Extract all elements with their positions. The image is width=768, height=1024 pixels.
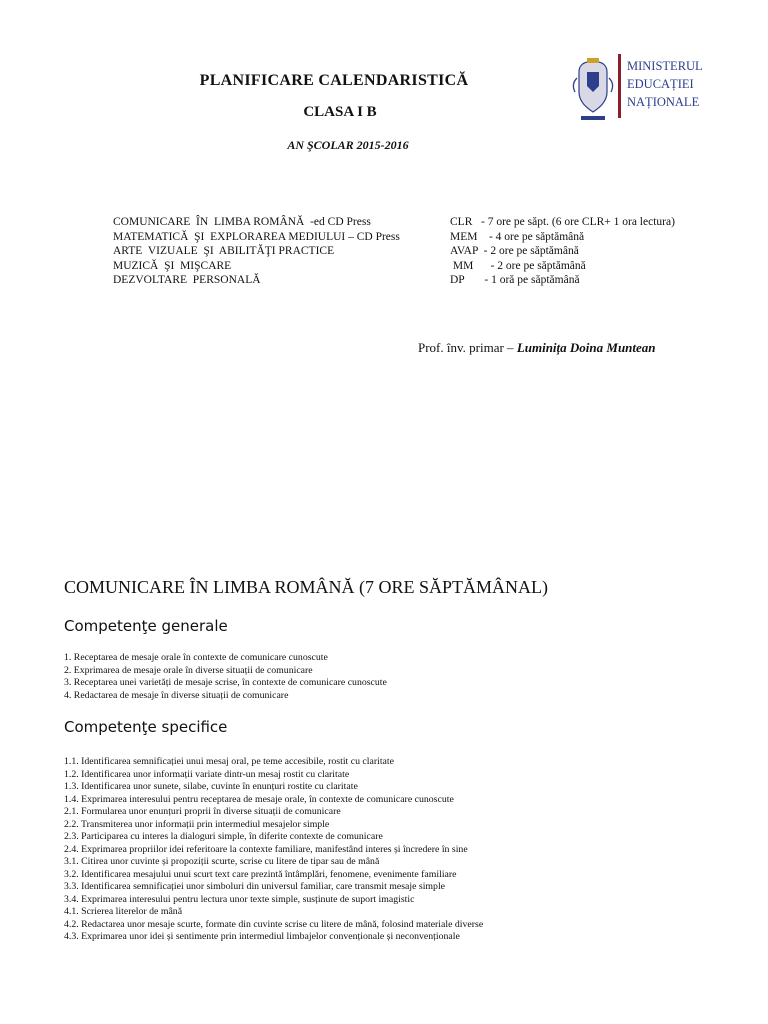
competence-item: 3. Receptarea unei varietăți de mesaje scrise, în contexte de comunicare cunoscute xyxy=(64,677,387,688)
subject-hours: MM - 2 ore pe săptămână xyxy=(450,259,586,272)
teacher-name: Luminița Doina Muntean xyxy=(516,340,656,355)
logo-line-2: EDUCAȚIEI xyxy=(627,77,694,91)
subject-hours: DP - 1 oră pe săptămână xyxy=(450,274,580,286)
competence-item: 2. Exprimarea de mesaje orale în diverse situații de comunicare xyxy=(64,664,313,676)
document-title: PLANIFICARE CALENDARISTICĂ xyxy=(199,72,469,89)
competence-item: 1.3. Identificarea unor sunete, silabe, cuvinte în enunțuri rostite cu claritate xyxy=(64,781,358,792)
general-competences-heading: Competenţe generale xyxy=(64,617,228,635)
competence-item: 1. Receptarea de mesaje orale în contexte de comunicare cunoscute xyxy=(64,652,328,663)
teacher-prefix: Prof. înv. primar – xyxy=(418,340,517,355)
competence-item: 4.2. Redactarea unor mesaje scurte, formate din cuvinte scrise cu litere de mână, folosind materiale diverse xyxy=(64,918,484,930)
specific-competences-list xyxy=(64,756,483,944)
competence-item: 1.4. Exprimarea interesului pentru receptarea de mesaje orale, în contexte de comunicare cunoscute xyxy=(64,793,454,805)
ministry-logo xyxy=(563,50,705,124)
subject-name: MATEMATICĂ ŞI EXPLORAREA MEDIULUI – CD Press xyxy=(113,230,400,243)
competence-item: 3.4. Exprimarea interesului pentru lectura unor texte simple, susținute de suport imagistic xyxy=(64,893,415,905)
teacher-line xyxy=(418,340,656,356)
competence-item: 3.1. Citirea unor cuvinte și propoziții scurte, scrise cu litere de tipar sau de mână xyxy=(64,856,380,867)
competence-item: 2.2. Transmiterea unor informații prin intermediul mesajelor simple xyxy=(64,818,330,830)
competence-item: 4.1. Scrierea literelor de mână xyxy=(64,906,183,917)
logo-line-3: NAȚIONALE xyxy=(627,95,700,109)
subject-hours: AVAP - 2 ore pe săptămână xyxy=(450,245,579,257)
subject-name: MUZICĂ ŞI MIŞCARE xyxy=(113,259,232,272)
school-year: AN ŞCOLAR 2015-2016 xyxy=(287,138,409,152)
subject-hours: MEM - 4 ore pe săptămână xyxy=(450,230,585,243)
section-title: COMUNICARE ÎN LIMBA ROMÂNĂ (7 ORE SĂPTĂMÂNAL) xyxy=(64,577,549,597)
subject-hours: CLR - 7 ore pe săpt. (6 ore CLR+ 1 ora lectura) xyxy=(450,216,675,228)
competence-item: 4. Redactarea de mesaje în diverse situații de comunicare xyxy=(64,689,289,701)
competence-item: 3.2. Identificarea mesajului unui scurt text care prezintă întâmplări, fenomene, evenimente familiare xyxy=(64,868,457,880)
competence-item: 2.4. Exprimarea propriilor idei referitoare la contexte familiare, manifestând interes și încredere în sine xyxy=(64,843,468,855)
competence-item: 1.1. Identificarea semnificației unui mesaj oral, pe teme accesibile, rostit cu claritate xyxy=(64,756,394,767)
subject-name: DEZVOLTARE PERSONALĂ xyxy=(113,274,261,286)
competence-item: 2.1. Formularea unor enunțuri proprii în diverse situații de comunicare xyxy=(64,806,341,817)
subject-name: COMUNICARE ÎN LIMBA ROMÂNĂ -ed CD Press xyxy=(113,216,371,228)
logo-line-1: MINISTERUL xyxy=(627,59,703,73)
general-competences-list xyxy=(64,652,387,702)
competence-item: 3.3. Identificarea semnificației unor simboluri din universul familiar, care transmit mesaje simple xyxy=(64,881,446,892)
competence-item: 2.3. Participarea cu interes la dialoguri simple, în diferite contexte de comunicare xyxy=(64,831,383,842)
class-label: CLASA I B xyxy=(303,104,377,120)
subject-name: ARTE VIZUALE ŞI ABILITĂŢI PRACTICE xyxy=(113,245,335,257)
competence-item: 1.2. Identificarea unor informații variate dintr-un mesaj rostit cu claritate xyxy=(64,768,350,780)
competence-item: 4.3. Exprimarea unor idei și sentimente prin intermediul limbajelor convenționale și neconvenționale xyxy=(64,931,460,942)
coat-of-arms-icon xyxy=(563,50,705,124)
specific-competences-heading: Competenţe specifice xyxy=(64,718,228,736)
